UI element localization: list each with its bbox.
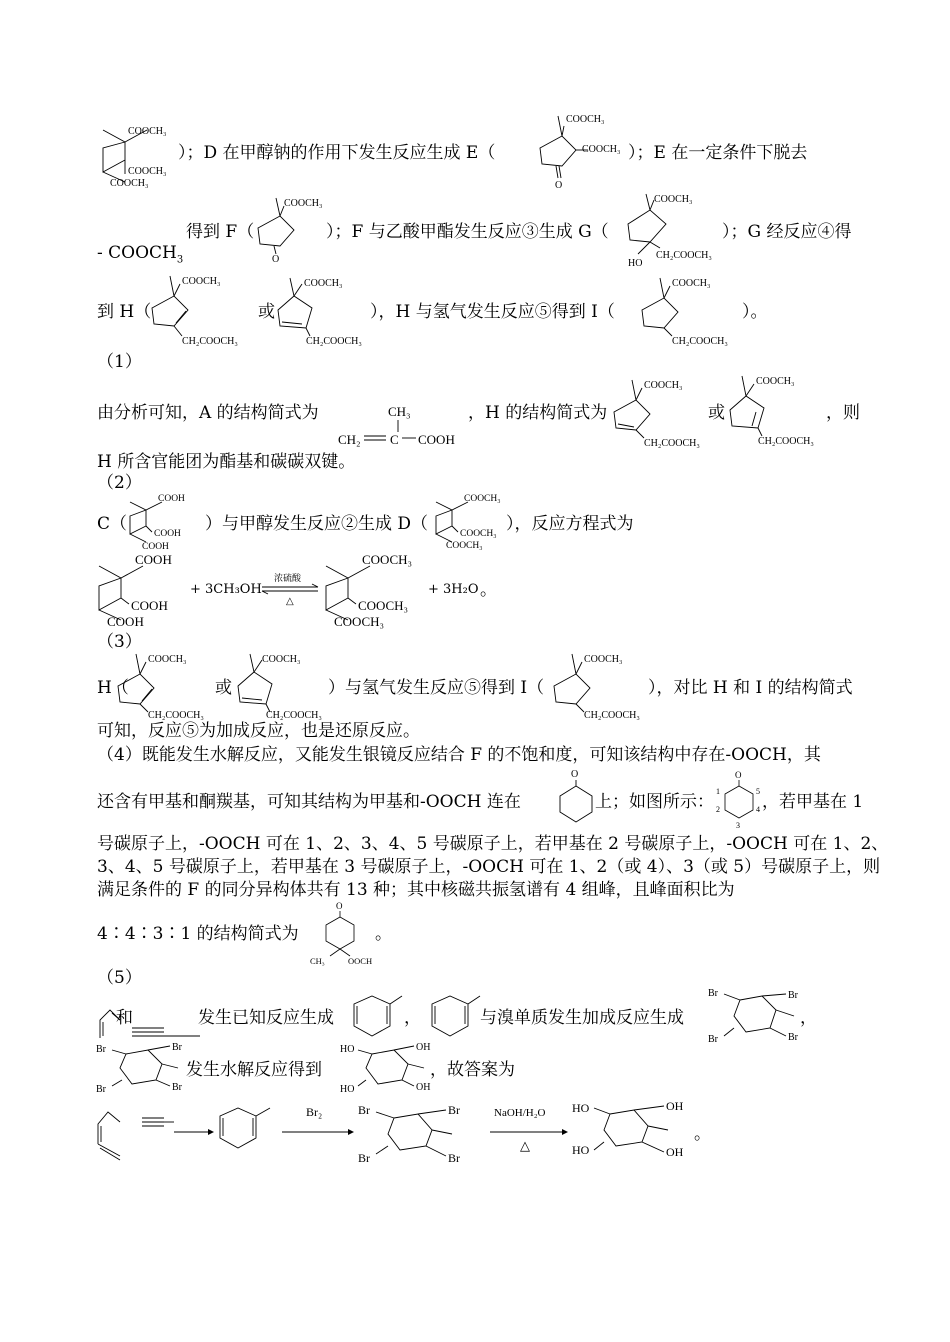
rto-oh-4: OH bbox=[666, 1145, 684, 1159]
a-label-c: C bbox=[390, 432, 399, 447]
h5-label-1: COOCH₃ bbox=[148, 654, 187, 665]
structure-tetrabromide-1 bbox=[704, 984, 804, 1046]
structure-cyclohexanone bbox=[552, 766, 600, 826]
nr-label-o: O bbox=[735, 770, 742, 780]
rto-ho-3: HO bbox=[572, 1143, 590, 1157]
h1-label-1: COOCH₃ bbox=[182, 276, 221, 287]
structure-g bbox=[618, 188, 728, 268]
dl-label-2: COOCH₃ bbox=[358, 598, 409, 613]
route-delta: △ bbox=[520, 1138, 530, 1153]
q5-text-7: ，故答案为 bbox=[430, 1060, 515, 1080]
q3-text-1: H（ bbox=[97, 678, 129, 698]
q5-text-4: 与溴单质发生加成反应生成 bbox=[480, 1008, 684, 1028]
q4-line-1: （4）既能发生水解反应，又能发生银镜反应结合 F 的不饱和度，可知该结构中存在-OOCH，其 bbox=[97, 745, 821, 765]
q4-line-2c: ，若甲基在 1 bbox=[762, 792, 864, 812]
rtb-br-1: Br bbox=[358, 1103, 370, 1117]
p1-text-6: ）；G 经反应④得 bbox=[722, 222, 852, 242]
route-methylcyclohexadiene bbox=[220, 1108, 270, 1148]
cond-bot: △ bbox=[286, 596, 294, 607]
dl-label-3: COOCH₃ bbox=[334, 614, 385, 629]
p1-text-2: ）；E 在一定条件下脱去 bbox=[628, 143, 808, 163]
route-tetraol bbox=[572, 1099, 684, 1159]
reaction-arrow-1 bbox=[258, 570, 324, 610]
q1-text-3: 或 bbox=[708, 403, 725, 423]
h4-label-1: COOCH₃ bbox=[756, 376, 795, 387]
q5-text-3: ， bbox=[404, 1008, 421, 1028]
q5-end: 。 bbox=[694, 1124, 711, 1144]
structure-a bbox=[336, 396, 476, 452]
e-label-o: O bbox=[555, 180, 563, 191]
p1-text-5: ）；F 与乙酸甲酯发生反应③生成 G（ bbox=[326, 222, 609, 242]
structure-numbered-ring bbox=[708, 768, 770, 830]
q2-plus-2: + 3H₂O bbox=[428, 582, 479, 597]
tb1-br-4: Br bbox=[788, 1032, 798, 1043]
structure-answer-f bbox=[308, 898, 380, 968]
tb2-br-1: Br bbox=[96, 1044, 106, 1055]
cond-top: 浓硫酸 bbox=[274, 573, 302, 583]
p1-text-10: ）。 bbox=[742, 302, 768, 322]
structure-c bbox=[124, 488, 204, 552]
d-label-1: COOCH₃ bbox=[128, 126, 167, 137]
q5-text-6: 发生水解反应得到 bbox=[186, 1060, 322, 1080]
structure-i-2 bbox=[548, 646, 658, 726]
h2-label-2: CH₂COOCH₃ bbox=[306, 336, 362, 347]
tb2-br-3: Br bbox=[96, 1084, 106, 1095]
d2-label-1: COOCH₃ bbox=[464, 494, 501, 504]
nr-label-1: 1 bbox=[716, 787, 720, 796]
c-label-2: COOH bbox=[154, 529, 181, 539]
q3-number: （3） bbox=[97, 632, 142, 652]
f-label-o: O bbox=[272, 254, 280, 264]
q1-text-5: H 所含官能团为酯基和碳碳双键。 bbox=[97, 452, 356, 472]
i2-label-1: COOCH₃ bbox=[584, 654, 623, 665]
nr-label-5: 5 bbox=[756, 787, 760, 796]
q4-line-6a: 4∶4∶3∶1 的结构简式为 bbox=[97, 924, 299, 944]
rtb-br-3: Br bbox=[358, 1151, 370, 1165]
q4-line-3: 号碳原子上，-OOCH 可在 1、2、3、4、5 号碳原子上，若甲基在 2 号碳原子上，-OOCH 可在 1、2、 bbox=[97, 834, 889, 854]
e-label-2: COOCH₃ bbox=[582, 144, 621, 155]
g-label-2: CH₂COOCH₃ bbox=[656, 250, 712, 261]
g-label-1: COOCH₃ bbox=[654, 194, 693, 205]
d-label-3: COOCH₃ bbox=[110, 178, 149, 189]
q5-number: （5） bbox=[97, 968, 142, 988]
structure-d-large bbox=[322, 548, 432, 632]
route-br2: Br₂ bbox=[306, 1105, 323, 1119]
h6-label-2: CH₂COOCH₃ bbox=[266, 710, 322, 721]
cl-label-1: COOH bbox=[135, 552, 172, 567]
af-label-o: O bbox=[336, 901, 343, 911]
nr-label-4: 4 bbox=[756, 805, 760, 814]
g-label-ho: HO bbox=[628, 258, 643, 268]
af-label-ooch: OOCH bbox=[348, 956, 373, 966]
af-label-ch3: CH₃ bbox=[310, 956, 325, 966]
route-butadiene bbox=[98, 1112, 120, 1160]
i-label-1: COOCH₃ bbox=[672, 278, 711, 289]
rtb-br-4: Br bbox=[448, 1151, 460, 1165]
a-label-cooh: COOH bbox=[418, 432, 455, 447]
tb1-br-1: Br bbox=[708, 988, 718, 999]
c-label-1: COOH bbox=[158, 494, 185, 504]
q2-number: （2） bbox=[97, 473, 142, 493]
tb2-br-2: Br bbox=[172, 1042, 182, 1053]
e-label-1: COOCH₃ bbox=[566, 114, 605, 125]
p1-text-8: 或 bbox=[258, 302, 275, 322]
p1-text-1: ）；D 在甲醇钠的作用下发生反应生成 E（ bbox=[178, 143, 496, 163]
q3-text-4: ），对比 H 和 I 的结构简式 bbox=[648, 678, 853, 698]
q1-text-1: 由分析可知，A 的结构简式为 bbox=[97, 403, 319, 423]
nr-label-3: 3 bbox=[736, 821, 740, 830]
i2-label-2: CH₂COOCH₃ bbox=[584, 710, 640, 721]
a-label-ch2: CH₂ bbox=[338, 432, 361, 447]
cl-label-2: COOH bbox=[131, 598, 168, 613]
tb1-br-3: Br bbox=[708, 1034, 718, 1045]
q1-text-2: ，H 的结构简式为 bbox=[468, 403, 608, 423]
q3-text-5: 可知，反应⑤为加成反应，也是还原反应。 bbox=[97, 721, 420, 741]
p1-text-4: 得到 F（ bbox=[186, 222, 255, 242]
q5-text-5: ， bbox=[800, 1008, 817, 1028]
structure-f bbox=[252, 192, 332, 264]
i-label-2: CH₂COOCH₃ bbox=[672, 336, 728, 347]
p1-text-7: 到 H（ bbox=[97, 302, 152, 322]
rto-ho-1: HO bbox=[572, 1101, 590, 1115]
d2-label-2: COOCH₃ bbox=[460, 529, 497, 539]
route-naoh: NaOH/H₂O bbox=[494, 1107, 546, 1119]
q4-line-2b: 上；如图所示： bbox=[595, 792, 714, 812]
structure-tetrabromide-2 bbox=[92, 1036, 190, 1098]
route-propyne bbox=[142, 1118, 174, 1126]
structure-i bbox=[636, 270, 751, 352]
to1-ho-3: HO bbox=[340, 1084, 355, 1095]
rtb-br-2: Br bbox=[448, 1103, 460, 1117]
d2-label-3: COOCH₃ bbox=[446, 541, 483, 551]
q2-text-2: ）与甲醇发生反应②生成 D（ bbox=[205, 514, 429, 534]
tb1-br-2: Br bbox=[788, 990, 798, 1001]
q2-text-3: ），反应方程式为 bbox=[506, 514, 634, 534]
a-label-ch3: CH₃ bbox=[388, 404, 411, 419]
structure-h-4 bbox=[724, 368, 839, 452]
nr-label-2: 2 bbox=[716, 805, 720, 814]
h3-label-2: CH₂COOCH₃ bbox=[644, 438, 700, 449]
h1-label-2: CH₂COOCH₃ bbox=[182, 336, 238, 347]
h2-label-1: COOCH₃ bbox=[304, 278, 343, 289]
p1-text-3: - $COOCH_3$ bbox=[97, 243, 184, 266]
q3-text-3: ）与氢气发生反应⑤得到 I（ bbox=[328, 678, 545, 698]
structure-e bbox=[520, 108, 630, 193]
structure-h-2 bbox=[272, 270, 382, 352]
h5-label-2: CH₂COOCH₃ bbox=[148, 710, 204, 721]
p1-text-9: ），H 与氢气发生反应⑤得到 I（ bbox=[370, 302, 615, 322]
cy-label-o: O bbox=[571, 769, 579, 780]
f-label-1: COOCH₃ bbox=[284, 198, 323, 209]
structure-d bbox=[95, 112, 185, 192]
structure-h-1 bbox=[146, 268, 261, 350]
q1-number: （1） bbox=[97, 352, 142, 372]
structure-h-5 bbox=[112, 646, 222, 726]
q1-text-4: ，则 bbox=[826, 403, 860, 423]
q2-end: 。 bbox=[480, 580, 497, 600]
q4-line-2a: 还含有甲基和酮羰基，可知其结构为甲基和-OOCH 连在 bbox=[97, 792, 521, 812]
h6-label-1: COOCH₃ bbox=[262, 654, 301, 665]
route-tetrabromide bbox=[358, 1103, 460, 1165]
q4-line-4: 3、4、5 号碳原子上，若甲基在 3 号碳原子上，-OOCH 可在 1、2（或 4）、3（或 5）号碳原子上，则 bbox=[97, 857, 881, 877]
dl-label-1: COOCH₃ bbox=[362, 552, 413, 567]
to1-oh-2: OH bbox=[416, 1042, 431, 1053]
q5-text-1: 和 bbox=[116, 1008, 133, 1028]
c-label-3: COOH bbox=[142, 542, 169, 552]
to1-ho-1: HO bbox=[340, 1044, 355, 1055]
q4-line-6b: 。 bbox=[375, 924, 392, 944]
cl-label-3: COOH bbox=[107, 614, 144, 629]
q2-text-1: C（ bbox=[97, 514, 128, 534]
to1-oh-4: OH bbox=[416, 1082, 431, 1093]
q3-text-2: 或 bbox=[215, 678, 232, 698]
structure-h-3 bbox=[608, 372, 718, 454]
structure-tetraol-1 bbox=[336, 1036, 436, 1098]
h4-label-2: CH₂COOCH₃ bbox=[758, 436, 814, 447]
q5-text-2: 发生已知反应生成 bbox=[198, 1008, 334, 1028]
q4-line-5: 满足条件的 F 的同分异构体共有 13 种；其中核磁共振氢谱有 4 组峰，且峰面积比为 bbox=[97, 880, 735, 900]
rto-oh-2: OH bbox=[666, 1099, 684, 1113]
tb2-br-4: Br bbox=[172, 1082, 182, 1093]
synthesis-route bbox=[92, 1094, 712, 1172]
q2-plus-1: + 3CH₃OH bbox=[190, 582, 262, 597]
d-label-2: COOCH₃ bbox=[128, 166, 167, 177]
structure-c-large bbox=[95, 548, 195, 632]
h3-label-1: COOCH₃ bbox=[644, 380, 683, 391]
structure-h-6 bbox=[232, 646, 342, 726]
